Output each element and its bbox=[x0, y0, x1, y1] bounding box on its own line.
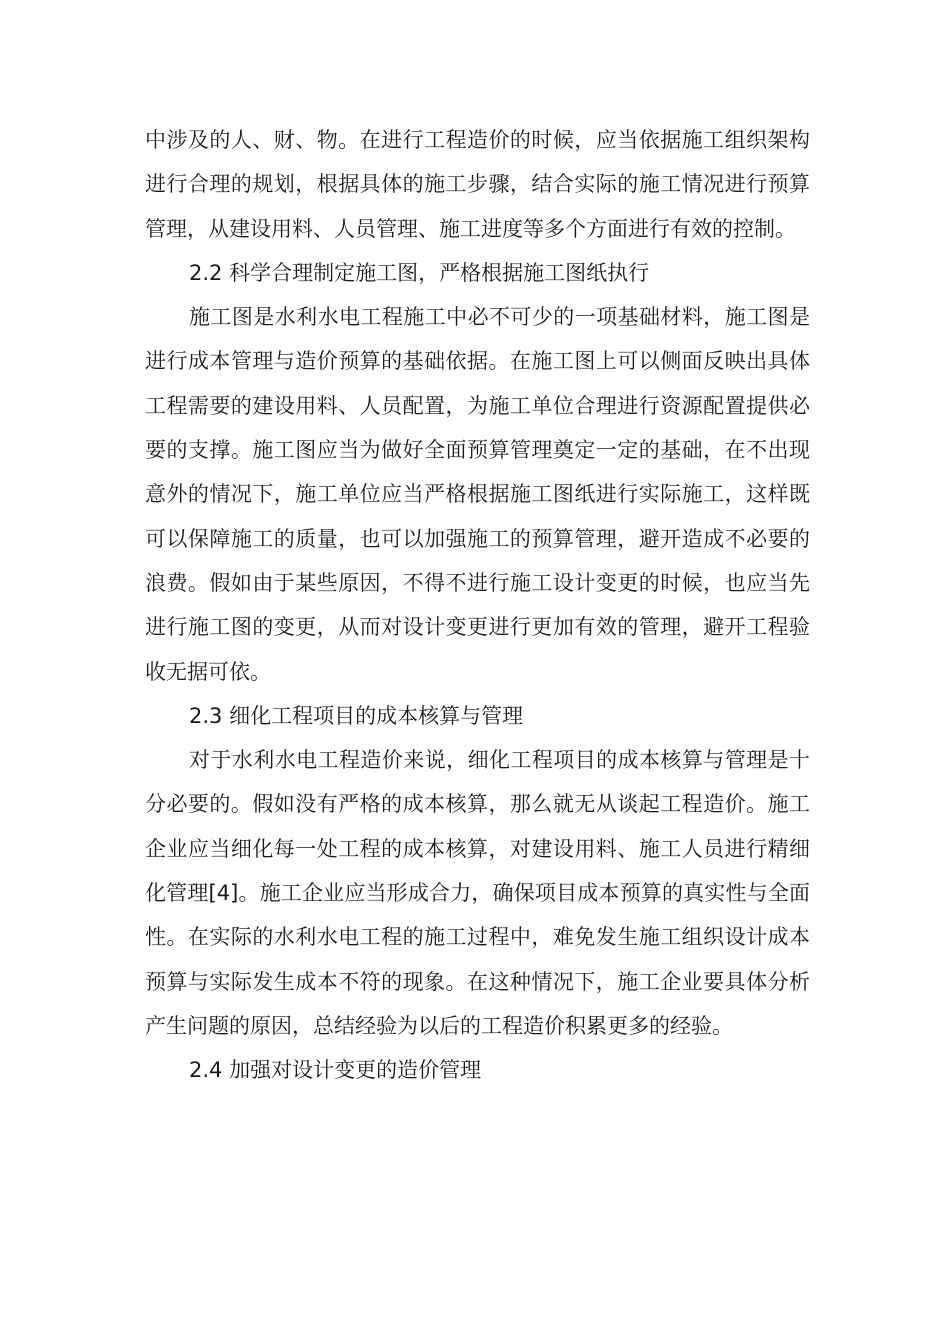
section-heading-2-2: 2.2 科学合理制定施工图，严格根据施工图纸执行 bbox=[189, 260, 650, 285]
paragraph-continuation: 中涉及的人、财、物。在进行工程造价的时候，应当依据施工组织架构进行合理的规划，根据具体的施工步骤，结合实际的施工情况进行预算管理，从建设用料、人员管理、施工进度等多个方面进行有效的控制。 bbox=[145, 128, 810, 241]
section-heading-2-4: 2.4 加强对设计变更的造价管理 bbox=[189, 1058, 482, 1083]
paragraph-cost-accounting: 对于水利水电工程造价来说，细化工程项目的成本核算与管理是十分必要的。假如没有严格的成本核算，那么就无从谈起工程造价。施工企业应当细化每一处工程的成本核算，对建设用料、施工人员进行精细化管理[4]。施工企业应当形成合力，确保项目成本预算的真实性与全面性。在实际的水利水电工程的施工过程中，难免发生施工组织设计成本预算与实际发生成本不符的现象。在这种情况下，施工企业要具体分析产生问题的原因，总结经验为以后的工程造价积累更多的经验。 bbox=[145, 748, 810, 1038]
section-heading-2-3: 2.3 细化工程项目的成本核算与管理 bbox=[189, 703, 524, 728]
paragraph-construction-drawings: 施工图是水利水电工程施工中必不可少的一项基础材料，施工图是进行成本管理与造价预算的基础依据。在施工图上可以侧面反映出具体工程需要的建设用料、人员配置，为施工单位合理进行资源配置提供必要的支撑。施工图应当为做好全面预算管理奠定一定的基础，在不出现意外的情况下，施工单位应当严格根据施工图纸进行实际施工，这样既可以保障施工的质量，也可以加强施工的预算管理，避开造成不必要的浪费。假如由于某些原因，不得不进行施工设计变更的时候，也应当先进行施工图的变更，从而对设计变更进行更加有效的管理，避开工程验收无据可依。 bbox=[145, 305, 810, 684]
document-body bbox=[145, 118, 810, 1093]
